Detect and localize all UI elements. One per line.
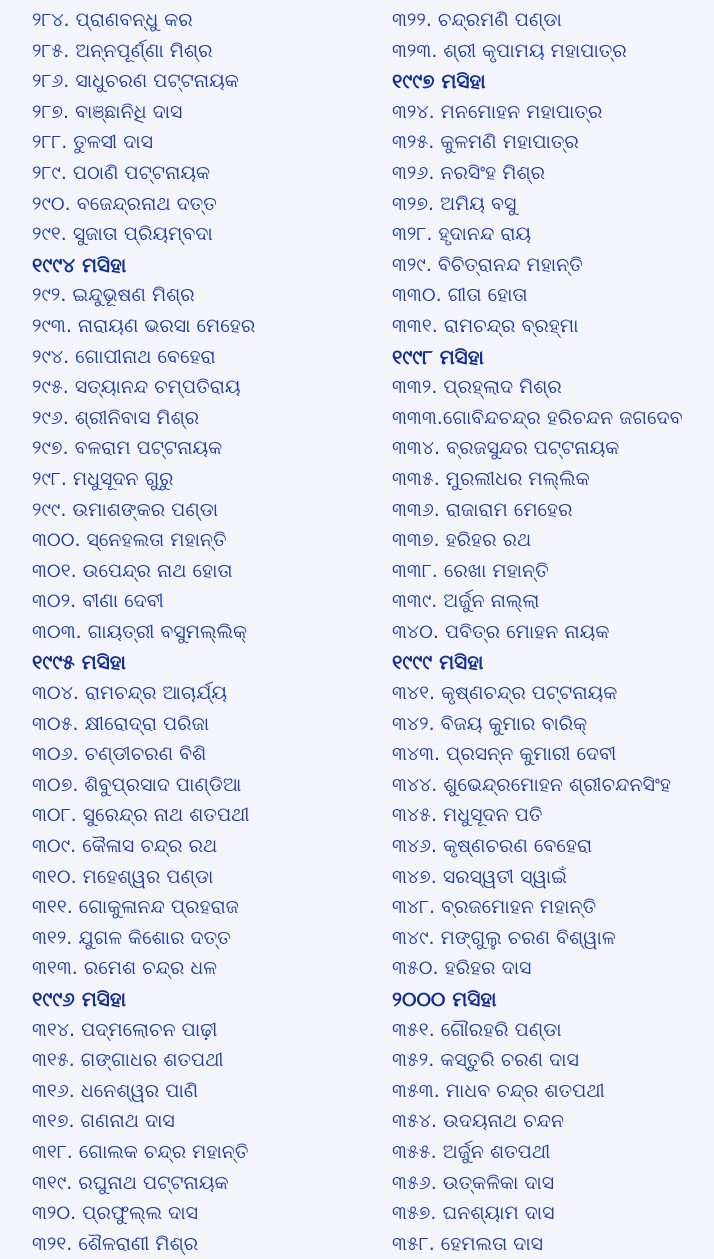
list-item: ୩୩୨. ପ୍ରହ୍ଲାଦ ମିଶ୍ର [392,376,562,399]
list-item: ୩୦୫. କ୍ଷୀରୋଦ୍ରା ପରିଜା [32,712,210,735]
list-item: ୨୯୩. ନାରାୟଣ ଭରସା ମେହେର [32,314,256,337]
list-item: ୩୨୨. ଚନ୍ଦ୍ରମଣି ପଣ୍ଡା [392,9,562,31]
year-heading: ୧୯୯୪ ମସିହା [32,252,127,277]
list-item: ୩୨୦. ପ୍ରଫୁଲ୍ଲ ଦାସ [32,1202,198,1225]
list-item: ୩୦୩. ଗାୟତ୍ରୀ ବସୁମଲ୍ଲିକ୍ [32,620,248,643]
list-item: ୩୦୦. ସ୍ନେହଲତା ମହାନ୍ତି [32,529,227,552]
list-item: ୩୦୧. ଉପେନ୍ଦ୍ର ନାଥ ହୋତା [32,559,233,582]
year-heading: ୧୯୯୬ ମସିହା [32,987,127,1011]
list-item: ୩୧୦. ମହେଶ୍ୱର ପଣ୍ଡା [32,865,214,888]
list-item: ୨୯୦. ବଜେନ୍ଦ୍ରନାଥ ଦତ୍ତ [32,192,217,215]
list-item: ୩୫୧. ଗୌରହରି ପଣ୍ଡା [392,1018,562,1041]
list-item: ୩୫୪. ଉଦୟନାଥ ଚନ୍ଦନ [392,1110,565,1133]
list-item: ୨୮୪. ପ୍ରାଣବନ୍ଧୁ କର [32,9,193,31]
list-item: ୨୯୯. ଉମାଶଙ୍କର ପଣ୍ଡା [32,498,219,521]
list-item: ୩୫୫. ଅର୍ଜୁନ ଶତପଥୀ [392,1140,551,1163]
list-item: ୨୯୬. ଶ୍ରୀନିବାସ ମିଶ୍ର [32,406,200,429]
list-item: ୩୪୨. ବିଜୟ କୁମାର ବାରିକ୍ [392,712,588,735]
list-item: ୩୨୩. ଶ୍ରୀ କୃପାମୟ ମହାପାତ୍ର [392,39,627,62]
list-item: ୨୯୨. ଇନ୍ଦୁଭୂଷଣ ମିଶ୍ର [32,284,195,307]
list-item: ୩୫୨. କସ୍ତୁରି ଚରଣ ଦାସ [392,1049,579,1072]
list-item: ୨୮୭. ବାଞ୍ଛାନିଧି ଦାସ [32,100,183,123]
year-heading: ୧୯୯୫ ମସିହା [32,650,126,675]
year-heading: ୧୯୯୭ ମସିହା [392,69,486,94]
list-item: ୨୯୪. ଗୋପୀନାଥ ବେହେରା [32,345,216,368]
list-item: ୩୪୮. ବ୍ରଜମୋହନ ମହାନ୍ତି [392,896,597,919]
list-item: ୩୩୧. ରାମଚନ୍ଦ୍ର ବ୍ରହ୍ମା [392,314,579,337]
list-item: ୩୦୮. ସୁରେନ୍ଦ୍ର ନାଥ ଶତପଥୀ [32,804,250,827]
list-item: ୩୦୬. ଚଣ୍ଡୀଚରଣ ବିଶି [32,743,207,766]
list-item: ୩୪୫. ମଧୁସୂଦନ ପତି [392,804,543,827]
list-item: ୩୫୮. ହେମଲତା ଦାସ [392,1232,544,1255]
list-item: ୨୮୬. ସାଧୁଚରଣ ପଟ୍ଟନାୟକ [32,70,239,93]
list-item: ୩୩୮. ରେଖା ମହାନ୍ତି [392,559,549,582]
list-item: ୩୫୬. ଉତ୍କଳିକା ଦାସ [392,1171,555,1194]
list-item: ୩୪୩. ପ୍ରସନ୍ନ କୁମାରୀ ଦେବୀ [392,743,617,766]
list-item: ୩୧୬. ଧନେଶ୍ୱର ପାଣି [32,1079,199,1102]
list-item: ୩୪୦. ପବିତ୍ର ମୋହନ ନାୟକ [392,620,610,643]
left-column [32,5,377,1259]
list-item: ୨୯୫. ସତ୍ୟାନନ୍ଦ ଚମ୍ପତିରାୟ [32,376,241,399]
list-item: ୩୨୪. ମନମୋହନ ମହାପାତ୍ର [392,100,603,123]
list-item: ୩୪୪. ଶୁଭେନ୍ଦ୍ରମୋହନ ଶ୍ରୀଚନ୍ଦନସିଂହ [392,773,671,796]
list-item: ୩୨୮. ହୃଦାନନ୍ଦ ରାୟ [392,223,532,246]
list-item: ୩୧୧. ଗୋକୁଳାନନ୍ଦ ପ୍ରହରାଜ [32,896,239,919]
list-item: ୩୧୪. ପଦ୍ମଲୋଚନ ପାଢ଼ୀ [32,1018,218,1041]
list-item: ୩୪୭. ସରସ୍ୱତୀ ସ୍ୱାଇଁ [392,865,567,888]
list-item: ୩୨୬. ନରସିଂହ ମିଶ୍ର [392,161,546,184]
list-item: ୩୫୩. ମାଧବ ଚନ୍ଦ୍ର ଶତପଥୀ [392,1079,605,1102]
list-item: ୩୨୧. ଶୈଳରାଣୀ ମିଶ୍ର [32,1232,199,1255]
list-item: ୩୧୮. ଗୋଲକ ଚନ୍ଦ୍ର ମହାନ୍ତି [32,1140,249,1163]
list-item: ୩୦୪. ରାମଚନ୍ଦ୍ର ଆଚାର୍ଯ୍ୟ [32,682,228,705]
year-heading: ୧୯୯୮ ମସିହା [392,344,484,369]
year-heading: ୧୯୯୯ ମସିହା [392,650,484,675]
list-item: ୩୦୯. କୈଳାସ ଚନ୍ଦ୍ର ରଥ [32,835,218,858]
list-item: ୩୪୬. କୃଷ୍ଣଚରଣ ବେହେରା [392,835,593,858]
list-item: ୩୧୯. ରଘୁନାଥ ପଟ୍ଟନାୟକ [32,1171,229,1194]
list-item: ୩୩୬. ରାଜାରାମ ମେହେର [392,498,573,521]
list-item: ୨୯୭. ବଳରାମ ପଟ୍ଟନାୟକ [32,437,223,460]
list-item: ୩୩୭. ହରିହର ରଥ [392,529,532,552]
list-item: ୩୩୪. ବ୍ରଜସୁନ୍ଦର ପଟ୍ଟନାୟକ [392,437,620,460]
list-item: ୩୦୭. ଶିବୁପ୍ରସାଦ ପାଣ୍ଡିଆ [32,773,242,796]
list-item: ୨୮୯. ପଠାଣି ପଟ୍ଟନାୟକ [32,161,211,184]
list-item: ୩୧୨. ଯୁଗଳ କିଶୋର ଦତ୍ତ [32,926,231,949]
list-item: ୩୨୫. କୁଳମଣି ମହାପାତ୍ର [392,131,579,154]
list-item: ୨୮୫. ଅନ୍ନପୂର୍ଣ୍ଣା ମିଶ୍ର [32,39,213,62]
list-item: ୩୪୯. ମଙ୍ଗୁଲୁ ଚରଣ ବିଶ୍ୱାଳ [392,926,616,949]
right-column [392,5,714,1259]
list-item: ୨୯୧. ସୁଜାତା ପ୍ରିୟମ୍ବଦା [32,223,213,246]
list-item: ୩୧୩. ରମେଶ ଚନ୍ଦ୍ର ଧଳ [32,957,218,980]
year-heading: ୨୦୦୦ ମସିହା [392,987,497,1011]
list-item: ୩୩୦. ଗୀତା ହୋତା [392,284,528,307]
list-item: ୩୦୨. ବୀଣା ଦେବୀ [32,590,164,613]
list-item: ୩୩୫. ମୁରଲୀଧର ମଲ୍ଲିକ [392,467,590,490]
list-item: ୩୫୭. ଘନଶ୍ୟାମ ଦାସ [392,1202,555,1225]
list-item: ୩୩୩.ଗୋବିନ୍ଦଚନ୍ଦ୍ର ହରିଚନ୍ଦନ ଜଗଦେବ [392,406,683,429]
list-item: ୩୧୭. ଗଣନାଥ ଦାସ [32,1110,175,1133]
list-item: ୩୧୫. ଗଙ୍ଗାଧର ଶତପଥୀ [32,1049,224,1072]
list-item: ୨୮୮. ତୁଳସୀ ଦାସ [32,131,154,154]
list-item: ୩୩୯. ଅର୍ଜୁନ ନାଲ୍ଲା [392,590,540,613]
list-item: ୨୯୮. ମଧୁସୂଦନ ଗୁରୁ [32,467,174,490]
list-item: ୩୨୯. ବିଚିତ୍ରାନନ୍ଦ ମହାନ୍ତି [392,253,583,276]
list-item: ୩୨୭. ଅମିୟ ବସୁ [392,192,517,215]
list-item: ୩୪୧. କୃଷ୍ଣଚନ୍ଦ୍ର ପଟ୍ଟନାୟକ [392,682,618,705]
list-item: ୩୫୦. ହରିହର ଦାସ [392,957,532,980]
